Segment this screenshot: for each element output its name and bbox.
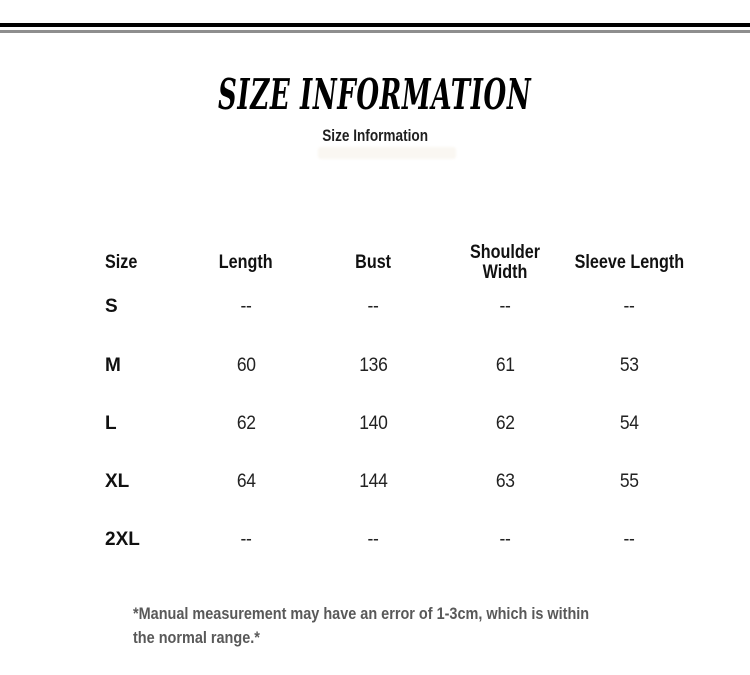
column-header-length: Length [219,252,273,273]
size-cell: 2XL [105,529,140,550]
value-cell: 54 [619,413,639,434]
value-cell: 60 [236,355,256,376]
value-cell: 55 [619,471,639,492]
footnote-line-2: the normal range.* [133,628,260,647]
table-row [80,410,664,438]
value-cell: 64 [236,471,256,492]
value-cell: 61 [495,355,515,376]
value-cell: 62 [495,413,515,434]
page-subtitle-wrap [0,126,750,146]
value-cell: 136 [358,355,388,376]
table-row [80,526,664,554]
table-row [80,468,664,496]
size-cell: XL [105,471,130,492]
size-cell: L [105,413,117,434]
size-cell: S [105,296,118,317]
measurement-footnote [133,602,693,650]
footnote-line-1: *Manual measurement may have an error of 1-3cm, which is within [133,604,590,623]
table-row [80,293,664,321]
value-cell: -- [367,296,379,317]
page-subtitle: Size Information [322,126,428,145]
value-cell: 144 [358,471,388,492]
value-cell: 62 [236,413,256,434]
value-cell: -- [367,529,379,550]
value-cell: 63 [495,471,515,492]
table-row [80,352,664,380]
value-cell: 140 [358,413,388,434]
size-table-header-row [80,239,684,287]
size-cell: M [105,355,121,376]
page-title: SIZE INFORMATION [218,70,532,119]
value-cell: -- [240,529,252,550]
column-header-sleeve-length: Sleeve Length [574,252,684,273]
column-header-size: Size [105,252,138,273]
column-header-shoulder-width: Shoulder Width [470,242,540,283]
column-header-bust: Bust [355,252,391,273]
value-cell: -- [499,529,511,550]
top-rule-black [0,23,750,27]
top-rule-gray [0,30,750,33]
value-cell: -- [623,529,635,550]
value-cell: -- [499,296,511,317]
value-cell: -- [240,296,252,317]
value-cell: 53 [619,355,639,376]
value-cell: -- [623,296,635,317]
page-title-wrap [0,70,750,119]
faded-ghost-text [318,147,456,159]
